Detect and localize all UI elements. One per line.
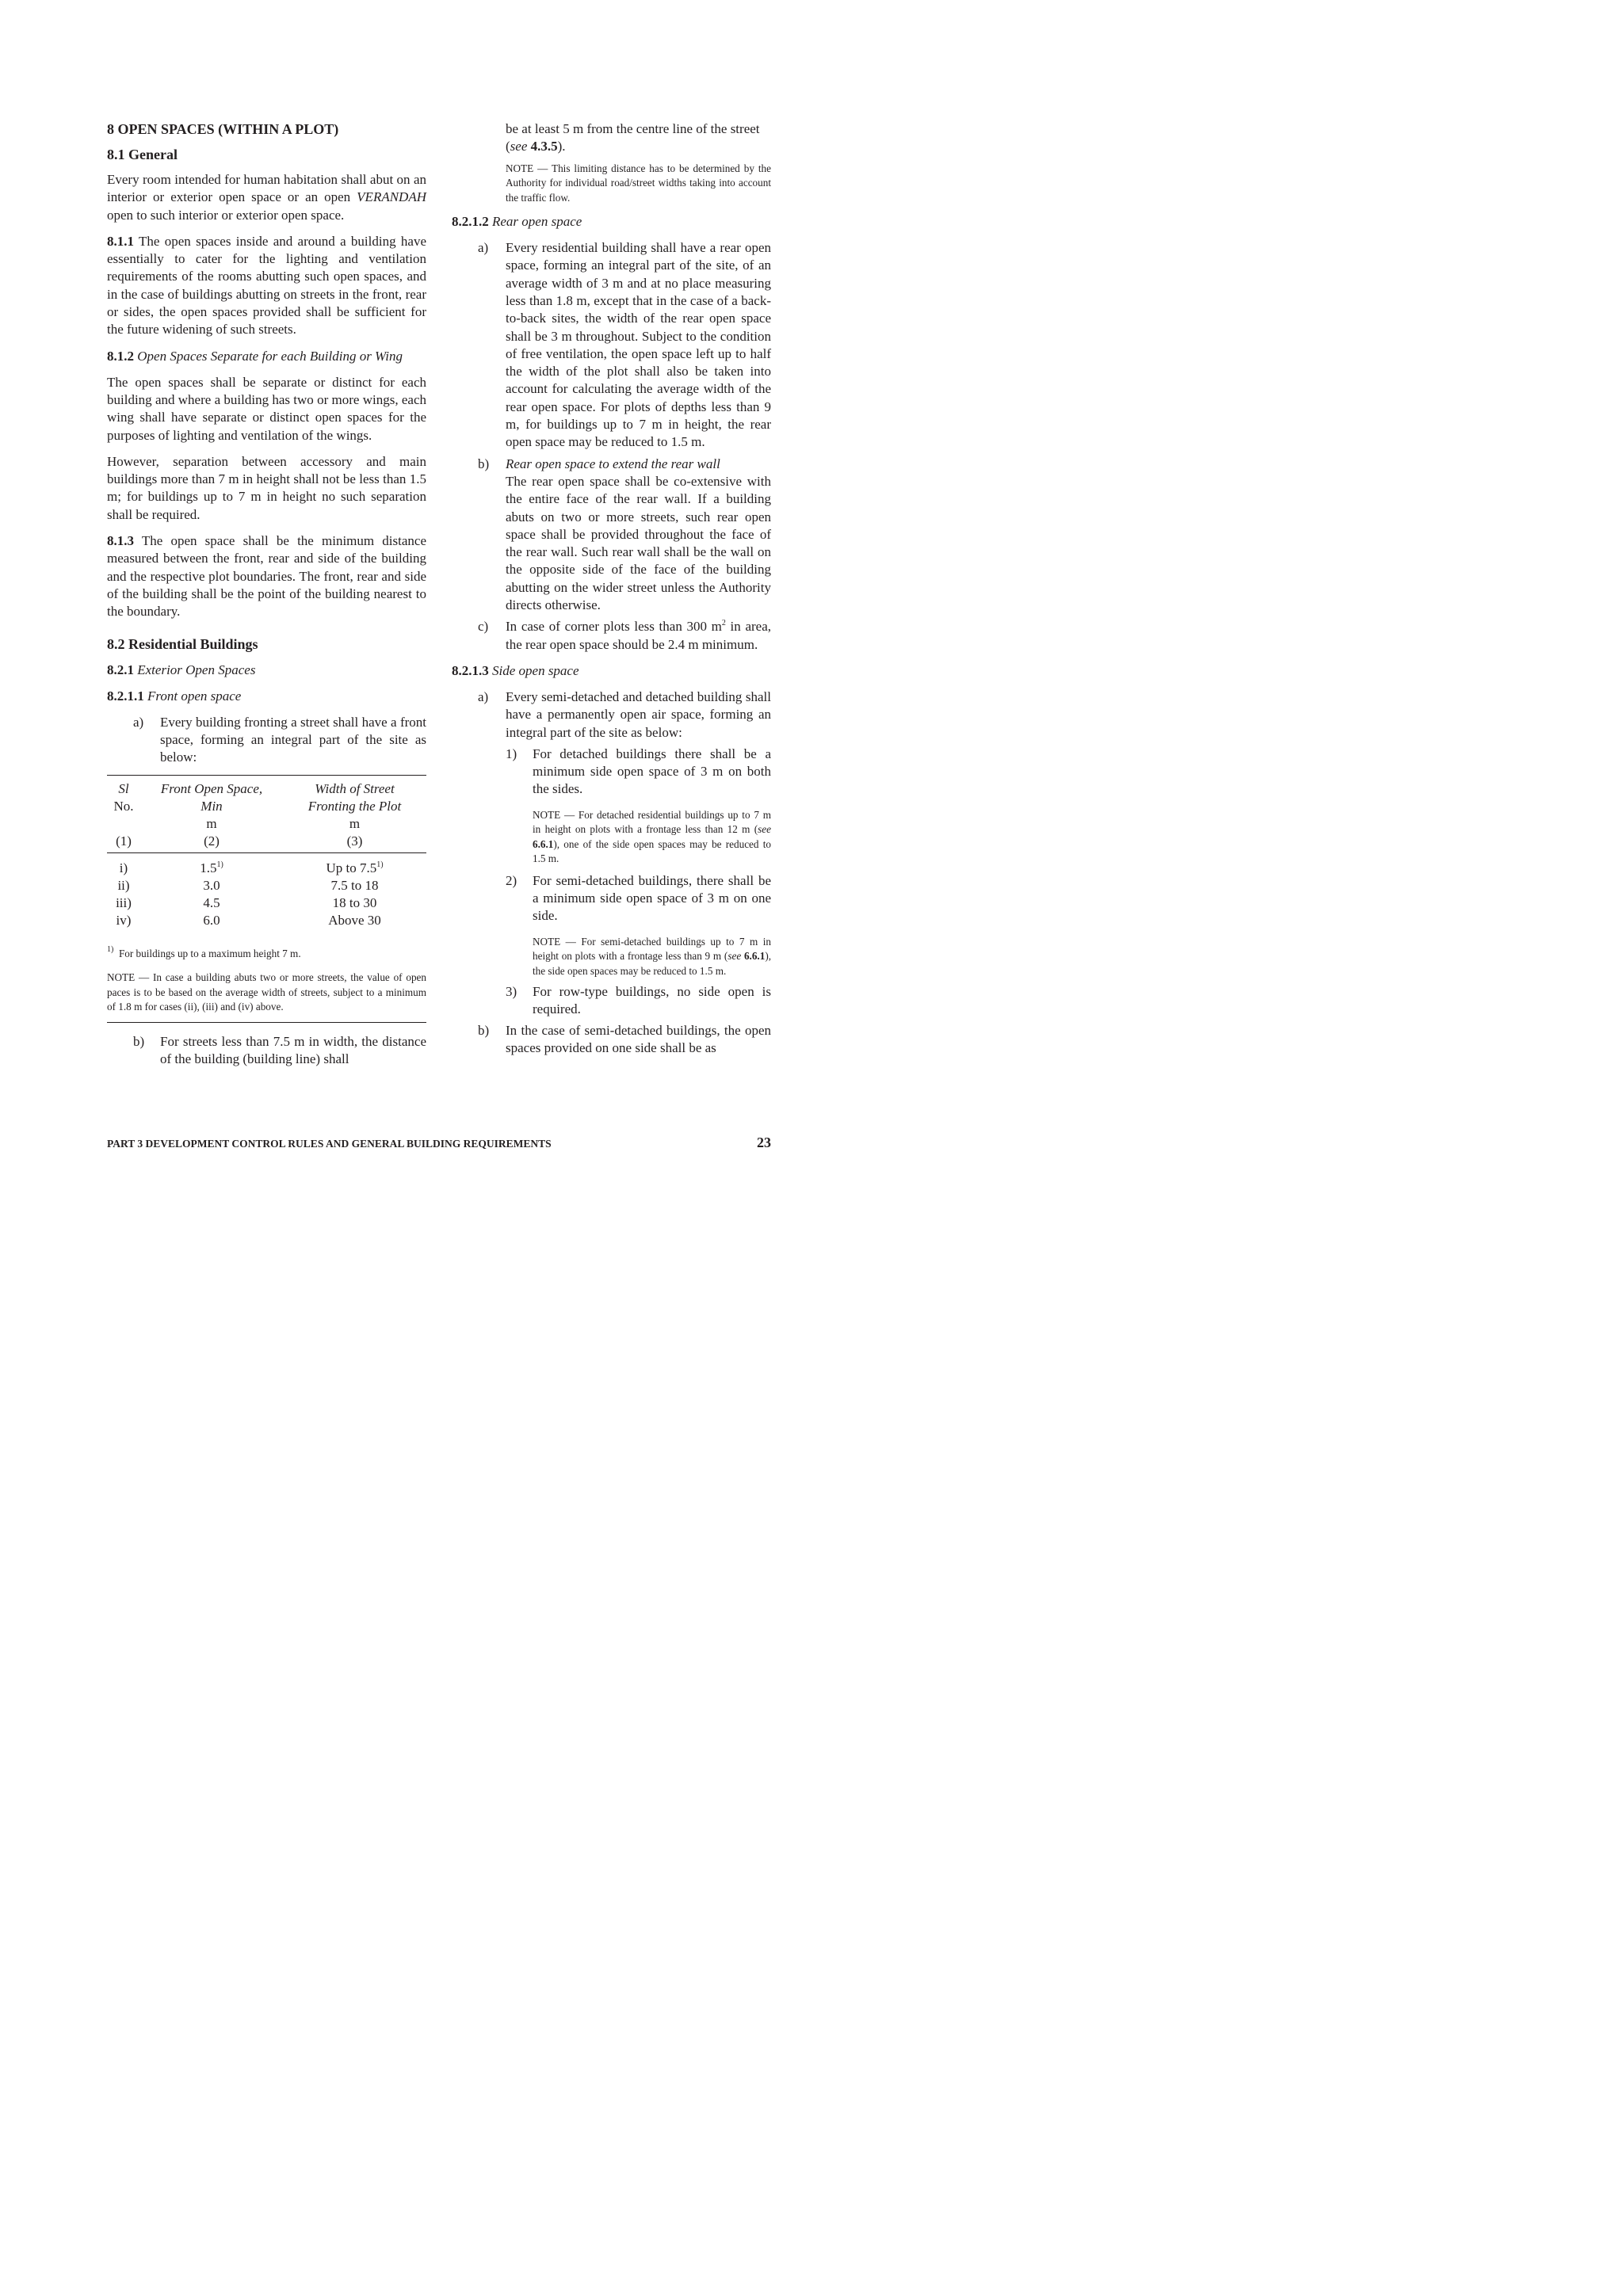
cell-sl: i) — [119, 860, 128, 876]
note-semi-detached: NOTE — For semi-detached buildings up to 7 m in height on plots with a frontage less than 9 m (see 6.6.1), the side open spaces may be reduced to 1.5 m. — [533, 935, 772, 977]
list-item-text: In case of corner plots less than 300 $m^2$ in area, the rear open space should be 2.4 m minimum. — [506, 619, 771, 652]
page-footer — [107, 1135, 771, 1151]
list-marker: c) — [478, 619, 489, 635]
column-header-width-2: Fronting the Plot — [307, 799, 402, 814]
unit-min: m — [206, 816, 217, 832]
list-item-b — [107, 1033, 426, 1069]
list-item-a — [107, 714, 426, 767]
unit-sl — [107, 815, 140, 833]
table-row — [107, 912, 426, 929]
list-item-text: For row-type buildings, no side open is required. — [533, 984, 771, 1017]
continued-paragraph: be at least 5 m from the centre line of the street (see 4.3.5). — [506, 121, 760, 154]
side-sub-items — [452, 746, 771, 1019]
list-item-text: Every building fronting a street shall have a front space, forming an integral part of the site as below: — [160, 714, 426, 765]
clause-number: 8.1.3 — [107, 533, 134, 549]
list-marker: 3) — [506, 984, 517, 1000]
rear-item-c — [452, 618, 771, 654]
rear-item-b — [452, 456, 771, 473]
column-header-sl: Sl — [118, 781, 129, 797]
list-item-text: For detached buildings there shall be a minimum side open space of 3 m on both the sides. — [533, 746, 771, 797]
list-item-text: Every semi-detached and detached building shall have a permanently open air space, forming an integral part of the site as below: — [506, 688, 771, 740]
table-row — [107, 853, 426, 878]
list-item-text: For streets less than 7.5 m in width, the distance of the building (building line) shall — [160, 1033, 426, 1067]
list-item-text: For semi-detached buildings, there shall be a minimum side open space of 3 m on one side. — [533, 872, 771, 924]
note-detached: NOTE — For detached residential buildings up to 7 m in height on plots with a frontage less than 12 m (see 6.6.1), one of the side open spaces may be reduced to 1.5 m. — [533, 808, 771, 865]
clause-8-2-1-3-heading: 8.2.1.3 Side open space — [452, 662, 579, 678]
table-note: NOTE — In case a building abuts two or more streets, the value of open paces is to be based on the average width of streets, subject to a minimum of 1.8 m for cases (ii), (iii) and (iv) above. — [107, 971, 426, 1023]
list-item-text: Every residential building shall have a rear open space, forming an integral part of the site, of an average width of 3 m and at no place measuring less than 1.8 m, except that in the case of a back-to-back sites, the width of the rear open space shall be 3 m throughout. Subject to the condition of free ventilation, the open space left up to half the width of the plot shall also be taken into account for calculating the average width of the rear open space. For plots of depths less than 9 m, for buildings up to 7 m in height, the rear open space may be reduced to 1.5 m. — [506, 240, 771, 450]
table-footnote: $^{1)}$ For buildings up to a maximum height 7 m. — [107, 945, 301, 960]
list-marker: a) — [478, 240, 489, 256]
clause-8-2-1-1-heading: 8.2.1.1 Front open space — [107, 688, 242, 704]
list-marker: b) — [478, 456, 490, 471]
list-marker: a) — [133, 714, 144, 730]
column-header-sl-2: No. — [113, 799, 134, 814]
left-column — [107, 120, 426, 1073]
unit-width: m — [349, 816, 361, 832]
cell-min: 1.5$^{1)}$ — [200, 860, 223, 876]
table-header-row — [107, 780, 426, 798]
column-number-1: (1) — [116, 833, 132, 849]
section-heading-8-1: 8.1 General — [107, 147, 178, 162]
front-open-space-table — [107, 775, 426, 929]
note-limiting-distance: NOTE — This limiting distance has to be determined by the Authority for individual road/street widths taking into account the traffic flow. — [506, 162, 771, 204]
side-item-b — [452, 1022, 771, 1058]
table-column-number-row — [107, 833, 426, 853]
right-column — [452, 120, 771, 1061]
cell-width: 18 to 30 — [332, 895, 377, 911]
list-marker: b) — [133, 1033, 145, 1049]
table-unit-row — [107, 815, 426, 833]
paragraph-8-1-2-a: The open spaces shall be separate or distinct for each building and where a building has two or more wings, each wing shall have separate or distinct open spaces for the purposes of lighting and ventilation of the wings. — [107, 374, 426, 443]
column-header-min: Front Open Space, — [160, 781, 263, 797]
clause-8-2-1-heading: 8.2.1 Exterior Open Spaces — [107, 662, 256, 677]
page-number: 23 — [757, 1135, 771, 1150]
side-sub-item-3 — [506, 983, 771, 1019]
section-heading-8: 8 OPEN SPACES (WITHIN A PLOT) — [107, 121, 339, 137]
table-header-row — [107, 798, 426, 815]
rear-item-a — [452, 239, 771, 452]
cell-sl: iii) — [116, 895, 132, 911]
side-item-a — [452, 688, 771, 742]
paragraph-8-1-1: 8.1.1 The open spaces inside and around a building have essentially to cater for the lighting and ventilation requirements of the rooms abutting such open spaces, and in the case of buildings abutting on streets in the front, rear or sides, the open spaces provided shall be sufficient for the future widening of such streets. — [107, 233, 426, 338]
section-heading-8-2: 8.2 Residential Buildings — [107, 635, 258, 652]
column-header-width: Width of Street — [315, 781, 395, 797]
cell-sl: ii) — [117, 878, 130, 894]
rear-item-b-text: The rear open space shall be co-extensive with the entire face of the rear wall. If a building abuts on two or more streets, such rear open space shall be provided throughout the face of the rear wall. Such rear wall shall be the wall on the opposite side of the face of the building abutting on the wider street unless the Authority directs otherwise. — [506, 473, 771, 613]
list-item-title: Rear open space to extend the rear wall — [506, 456, 720, 471]
side-sub-item-2 — [506, 872, 771, 925]
list-marker: 2) — [506, 872, 517, 888]
footer-title: PART 3 DEVELOPMENT CONTROL RULES AND GENERAL BUILDING REQUIREMENTS — [107, 1138, 552, 1150]
cell-width: Above 30 — [328, 913, 381, 929]
column-header-min-2: Min — [200, 799, 223, 814]
paragraph-8-1-2-b: However, separation between accessory and main buildings more than 7 m in height shall not be less than 1.5 m; for buildings up to 7 m in height no such separation shall be required. — [107, 453, 426, 522]
list-marker: a) — [478, 688, 489, 704]
cell-min: 4.5 — [203, 895, 220, 911]
column-number-3: (3) — [346, 833, 363, 849]
clause-8-2-1-2-heading: 8.2.1.2 Rear open space — [452, 214, 582, 230]
paragraph-8-1-3: 8.1.3 The open space shall be the minimum distance measured between the front, rear and side of the building and the respective plot boundaries. The front, rear and side of the building shall be the point of the building nearest to the boundary. — [107, 533, 426, 620]
table-row — [107, 877, 426, 894]
list-marker: b) — [478, 1022, 490, 1038]
footnote-marker: 1) — [107, 945, 114, 955]
cell-min: 3.0 — [203, 878, 220, 894]
clause-number: 8.1.1 — [107, 233, 134, 249]
side-sub-item-1 — [506, 746, 771, 799]
cell-width: Up to 7.5$^{1)}$ — [326, 860, 384, 876]
table-row — [107, 894, 426, 912]
column-number-2: (2) — [204, 833, 220, 849]
cell-sl: iv) — [116, 913, 132, 929]
paragraph-8-1: Every room intended for human habitation shall abut on an interior or exterior open space or an open VERANDAH open to such interior or exterior open space. — [107, 172, 426, 223]
list-item-text: In the case of semi-detached buildings, the open spaces provided on one side shall be as — [506, 1022, 771, 1055]
cell-width: 7.5 to 18 — [330, 878, 379, 894]
cell-min: 6.0 — [203, 913, 220, 929]
clause-8-1-2-heading: 8.1.2 Open Spaces Separate for each Building or Wing — [107, 348, 403, 364]
list-marker: 1) — [506, 746, 517, 761]
